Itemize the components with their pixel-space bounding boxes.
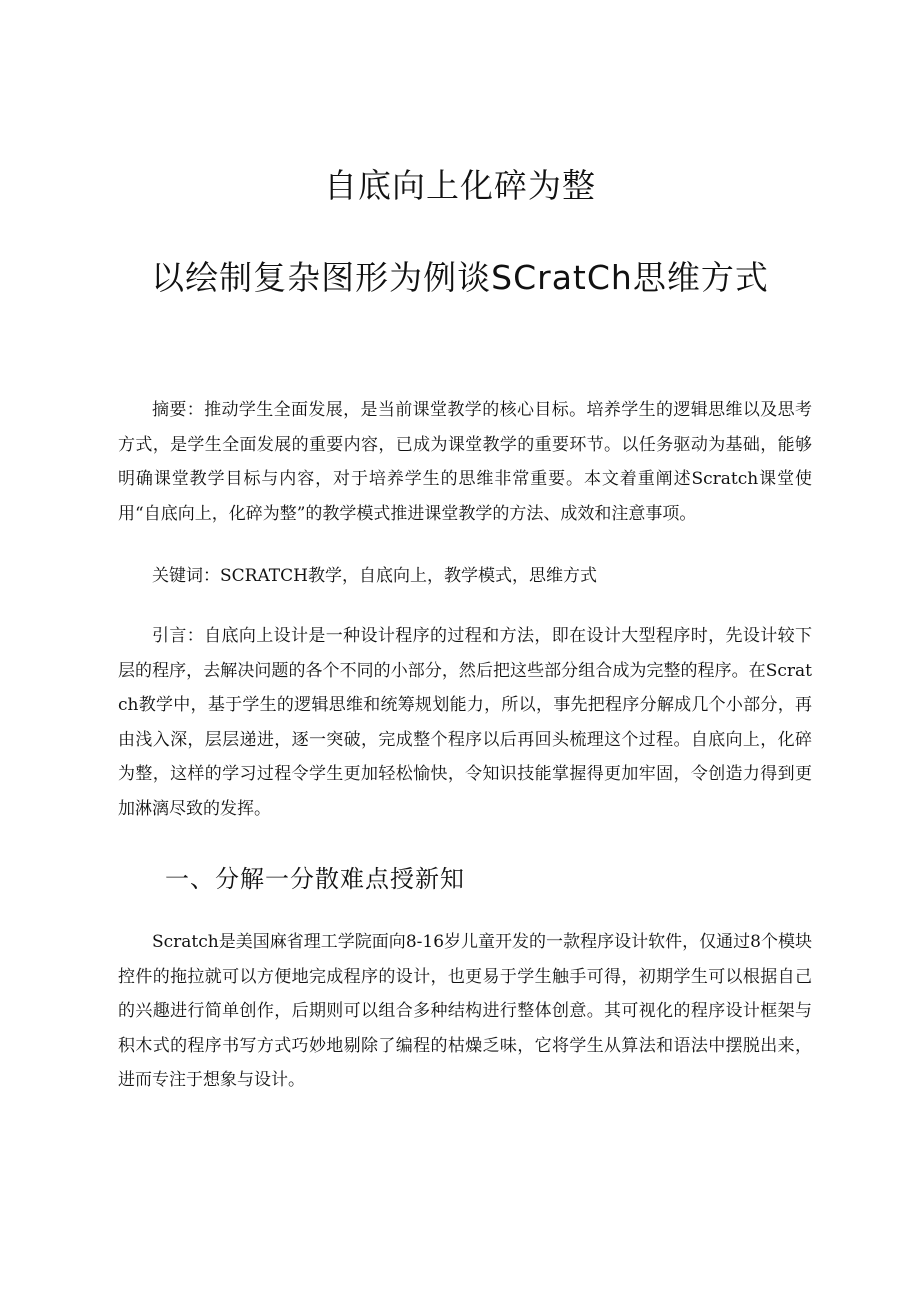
section-paragraph: Scratch是美国麻省理工学院面向8-16岁儿童开发的一款程序设计软件，仅通过8个模块控件的拖拉就可以方便地完成程序的设计，也更易于学生触手可得，初期学生可以根据自己的兴趣进行简单创作，后期则可以组合多种结构进行整体创意。其可视化的程序设计框架与积木式的程序书写方式巧妙地剔除了编程的枯燥乏味，它将学生从算法和语法中摆脱出来，进而专注于想象与设计。 <box>118 932 812 1091</box>
abstract-paragraph: 摘要：推动学生全面发展，是当前课堂教学的核心目标。培养学生的逻辑思维以及思考方式，是学生全面发展的重要内容，已成为课堂教学的重要环节。以任务驱动为基础，能够明确课堂教学目标与内容，对于培养学生的思维非常重要。本文着重阐述Scratch课堂使用“自底向上，化碎为整”的教学模式推进课堂教学的方法、成效和注意事项。 <box>118 400 812 524</box>
keywords-paragraph: 关键词：SCRATCH教学，自底向上，教学模式，思维方式 <box>152 566 597 586</box>
introduction-paragraph: 引言：自底向上设计是一种设计程序的过程和方法，即在设计大型程序时，先设计较下层的程序，去解决问题的各个不同的小部分，然后把这些部分组合成为完整的程序。在Scratch教学中，基于学生的逻辑思维和统筹规划能力，所以，事先把程序分解成几个小部分，再由浅入深，层层递进，逐一突破，完成整个程序以后再回头梳理这个过程。自底向上，化碎为整，这样的学习过程令学生更加轻松愉快，令知识技能掌握得更加牢固，令创造力得到更加淋漓尽致的发挥。 <box>118 626 812 819</box>
document-title: 自底向上化碎为整 <box>324 166 596 205</box>
document-subtitle: 以绘制复杂图形为例谈SCratCh思维方式 <box>151 258 769 297</box>
section-heading: 一、分解一分散难点授新知 <box>165 865 465 893</box>
